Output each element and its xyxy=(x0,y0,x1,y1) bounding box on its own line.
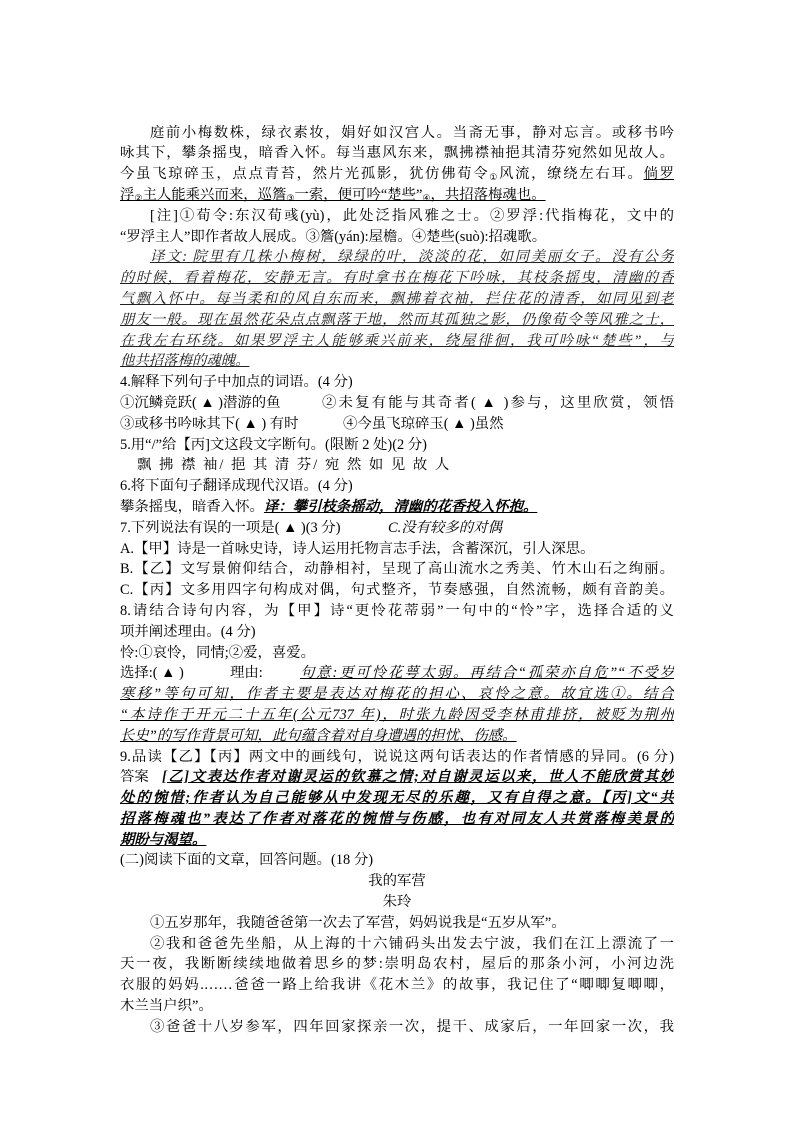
footnote-marker: ① xyxy=(489,172,500,183)
q9-answer: [乙]文表达作者对谢灵运的钦慕之情;对自谢灵运以来，世人不能欣赏其妙 xyxy=(162,769,674,786)
question-stem: 6.将下面句子翻译成现代汉语。(4 分) xyxy=(120,478,353,495)
article-text: 木兰当户织”。 xyxy=(120,998,213,1015)
q8-choice-line xyxy=(120,663,674,684)
translation-line-1 xyxy=(120,247,674,268)
q9-answer-line-4 xyxy=(120,830,674,851)
article-title xyxy=(120,871,674,892)
article-title-text: 我的军营 xyxy=(368,873,426,890)
article-line-6 xyxy=(120,1017,674,1038)
passage-line-3 xyxy=(120,164,674,185)
q8-meanings xyxy=(120,643,674,664)
q8-answer-line-4 xyxy=(120,726,674,747)
passage-text: 风流，缭绕左右耳。 xyxy=(499,166,644,183)
q6-sentence: 攀条摇曳，暗香入怀。 xyxy=(120,498,264,515)
passage-text: ，共招落梅魂也。 xyxy=(430,186,546,203)
question-stem: 4.解释下列句子中加点的词语。(4 分) xyxy=(120,374,353,391)
translation-text: 在我左右环绕。如果罗浮主人能够乘兴前来，绕屋徘徊，我可吟咏“楚些”，与 xyxy=(120,332,674,349)
translation-text: 他共招落梅的魂魄。 xyxy=(120,353,250,370)
q6-answer: 译：攀引枝条摇动，清幽的花香投入怀抱。 xyxy=(263,498,538,515)
q9-answer-line-3 xyxy=(120,809,674,830)
q7-option-a xyxy=(120,539,674,560)
question-stem: 9.品读【乙】【丙】两文中的画线句，说说这两句话表达的作者情感的异同。(6 分) xyxy=(120,748,674,765)
meanings-text: 怜:①哀怜，同情;②爱，喜爱。 xyxy=(120,644,316,661)
notes-line-2 xyxy=(120,227,674,248)
article-text: ③爸爸十八岁参军，四年回家探亲一次，提干、成家后，一年回家一次，我 xyxy=(150,1018,674,1035)
q9-answer: 招落梅魂也”表达了作者对落花的惋惜与伤感，也有对同友人共赏落梅美景的 xyxy=(120,810,674,827)
q4-row-1 xyxy=(120,393,674,414)
article-text: ①五岁那年，我随爸爸第一次去了军营，妈妈说我是“五岁从军”。 xyxy=(150,914,566,931)
q6-sentence-line xyxy=(120,497,674,518)
q5-stem xyxy=(120,435,674,456)
q5-answer: 飘 拂 襟 袖/ 挹 其 清 芬/ 宛 然 如 见 故 人 xyxy=(137,457,452,474)
footnote-marker: ④ xyxy=(422,192,431,203)
q8-answer: 句意:更可怜花萼太弱。再结合“孤荣亦自危”“不受岁 xyxy=(300,665,674,682)
q8-answer-line-2 xyxy=(120,684,674,705)
q9-answer-line-1 xyxy=(120,767,674,788)
option-text: C.【丙】文多用四字句构成对偶，句式整齐，节奏感强，自然流畅，颇有音韵美。 xyxy=(120,582,674,599)
article-text: ②我和爸爸先坐船，从上海的十六铺码头出发去宁波，我们在江上漂流了一 xyxy=(150,935,674,952)
underlined-sentence: 倘罗 xyxy=(643,166,674,183)
underlined-sentence xyxy=(120,187,546,203)
q5-answer-line xyxy=(120,455,674,476)
passage-line-4 xyxy=(120,185,674,206)
passage-text: 浮 xyxy=(120,186,135,203)
passage-text: 一索，便可吟“楚些” xyxy=(294,186,423,203)
option-text: A.【甲】诗是一首咏史诗，诗人运用托物言志手法，含蓄深沉，引人深思。 xyxy=(120,540,595,557)
article-line-3 xyxy=(120,954,674,975)
article-text: 天一夜，我断断续续地做着思乡的梦:崇明岛农村，屋后的那条小河，小河边洗 xyxy=(120,956,674,973)
q8-answer: “本诗作于开元二十五年(公元737 年)，时张九龄因受李林甫排挤，被贬为荆州 xyxy=(120,706,674,723)
q9-answer: 期盼与渴望。 xyxy=(120,831,207,848)
article-line-4 xyxy=(120,975,674,996)
q9-answer: 处的惋惜;作者认为自己能够从中发现无尽的乐趣，又有自得之意。【丙]文“共 xyxy=(120,790,674,807)
q8-answer-line-3 xyxy=(120,705,674,726)
q8-stem-line-1 xyxy=(120,601,674,622)
q7-answer: C.没有较多的对偶 xyxy=(388,519,502,536)
passage-line-1 xyxy=(120,123,674,144)
q8-answer: 长史”的写作背景可知，此句蕴含着对自身遭遇的担忧、伤感。 xyxy=(120,727,517,744)
document-body xyxy=(120,123,674,1038)
notes-text: “罗浮主人”即作者故人展成。③簷(yán):屋檐。④楚些(suò):招魂歌。 xyxy=(120,228,547,245)
q8-answer: 寒移”等句可知，作者主要是表达对梅花的担心、哀怜之意。故宜选①。结合 xyxy=(120,686,674,703)
translation-line-4 xyxy=(120,310,674,331)
q4-row-2 xyxy=(120,414,674,435)
passage-text: 咏其下，攀条摇曳，暗香入怀。每当惠风东来，飘拂襟袖挹其清芬宛然如见故人。 xyxy=(120,145,674,162)
translation-text: 译文: 院里有几株小梅树，绿绿的叶，淡淡的花，如同美丽女子。没有公务 xyxy=(150,249,674,266)
section-heading xyxy=(120,850,674,871)
translation-line-5 xyxy=(120,331,674,352)
translation-line-3 xyxy=(120,289,674,310)
passage-text: 今虽飞琼碎玉，点点青苔，然片光孤影，犹仿佛荀令 xyxy=(120,166,490,183)
translation-line-6 xyxy=(120,351,674,372)
q6-stem xyxy=(120,476,674,497)
article-author-text: 朱玲 xyxy=(382,894,412,911)
choice-label: 选择:( ▲ ) xyxy=(120,665,184,682)
question-stem: 8.请结合诗句内容，为【甲】诗“更怜花蒂弱”一句中的“怜”字，选择合适的义 xyxy=(120,602,674,619)
q4-item-2: ②未复有能与其奇者( ▲ )参与，这里欣赏，领悟 xyxy=(322,394,674,411)
q4-item-3: ③或移书吟咏其下( ▲ ) 有时 xyxy=(120,415,299,432)
question-stem: 项并阐述理由。(4 分) xyxy=(120,623,256,640)
q4-stem xyxy=(120,372,674,393)
q7-option-c xyxy=(120,580,674,601)
question-stem: 7.下列说法有误的一项是( ▲ )(3 分) xyxy=(120,519,341,536)
passage-line-2 xyxy=(120,143,674,164)
passage-text: 主人能乘兴而来，巡簷 xyxy=(142,186,287,203)
q4-item-4: ④今虽飞琼碎玉( ▲ )虽然 xyxy=(343,415,504,432)
section-heading-text: (二)阅读下面的文章，回答问题。(18 分) xyxy=(120,852,374,869)
article-text: 衣服的妈妈.……爸爸一路上给我讲《花木兰》的故事，我记住了“唧唧复唧唧， xyxy=(120,977,674,994)
q9-stem xyxy=(120,747,674,768)
q9-answer-line-2 xyxy=(120,788,674,809)
reason-label: 理由: xyxy=(230,665,263,682)
option-text: B.【乙】文写景俯仰结合，动静相衬，呈现了高山流水之秀美、竹木山石之绚丽。 xyxy=(120,561,674,578)
passage-text: 庭前小梅数株，绿衣素妆，娟好如汉宫人。当斋无事，静对忘言。或移书吟 xyxy=(150,124,674,141)
q7-stem-line xyxy=(120,518,674,539)
answer-label: 答案 xyxy=(120,769,149,786)
footnote-marker: ③ xyxy=(286,192,295,203)
notes-line-1 xyxy=(120,206,674,227)
translation-line-2 xyxy=(120,268,674,289)
question-stem: 5.用“/”给【丙]文这段文字断句。(限断 2 处)(2 分) xyxy=(120,436,427,453)
article-author xyxy=(120,892,674,913)
translation-text: 的时候，看着梅花，安静无言。有时拿书在梅花下吟咏，其枝条摇曳，清幽的香 xyxy=(120,270,674,287)
article-line-2 xyxy=(120,934,674,955)
notes-text: [注]①荀令:东汉荀彧(yù)，此处泛指风雅之士。②罗浮:代指梅花，文中的 xyxy=(150,207,674,224)
q7-option-b xyxy=(120,559,674,580)
q8-stem-line-2 xyxy=(120,622,674,643)
translation-text: 朋友一般。现在虽然花朵点点飘落于地，然而其孤独之影，仍像荀令等风雅之士， xyxy=(120,311,674,328)
q4-item-1: ①沉鳞竞跃( ▲ )潜游的鱼 xyxy=(120,394,281,411)
translation-text: 气飘入怀中。每当柔和的风自东而来，飘拂着衣袖，拦住花的清香，如同见到老 xyxy=(120,290,674,307)
article-line-5 xyxy=(120,996,674,1017)
article-line-1 xyxy=(120,913,674,934)
footnote-marker: ② xyxy=(134,192,143,203)
